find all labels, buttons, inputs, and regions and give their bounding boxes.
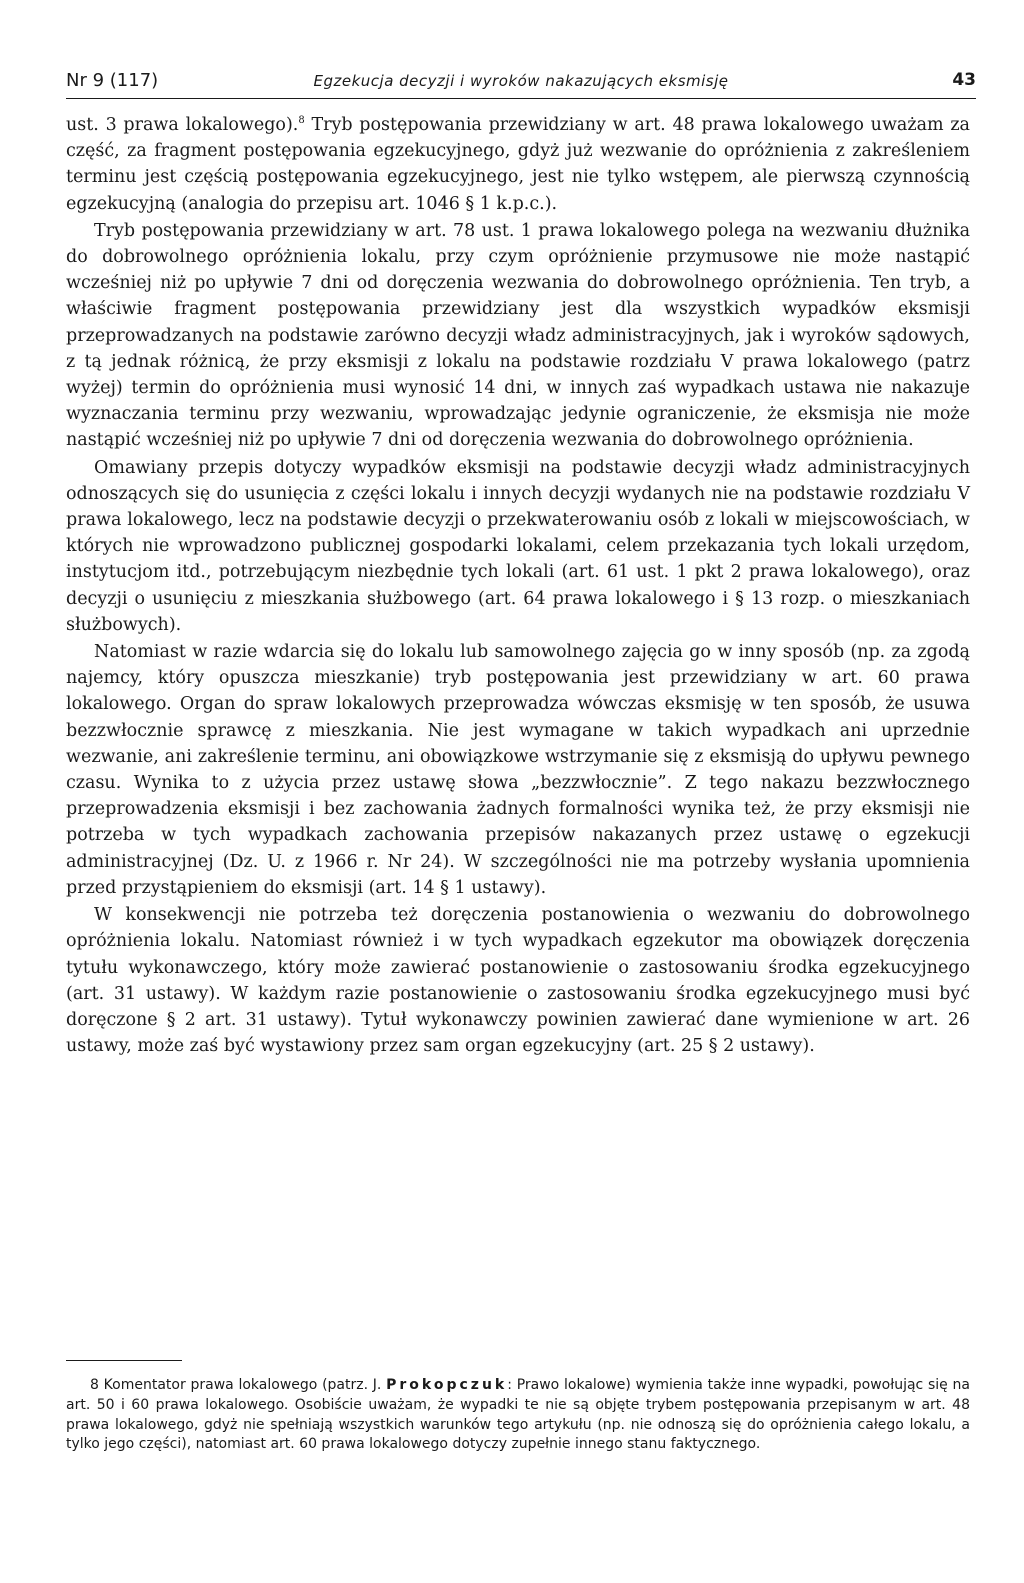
footnote-text-start: Komentator prawa lokalowego (patrz. J. bbox=[98, 1377, 387, 1393]
footnote-marker: 8 bbox=[90, 1377, 99, 1393]
page-header bbox=[66, 66, 976, 99]
footnote-text-rest: : Prawo lokalowe) wymienia także inne wypadki, powołując się na art. 50 i 60 prawa lokalowego. Osobiście uważam, że wypadki te nie są objęte trybem postępowania przepisanym w art. 48 prawa lokalowego, gdyż nie spełniają wszystkich warunków tego artykułu (np. nie odnoszą się do opróżnienia całego lokalu, a tylko jego części), natomiast art. 60 prawa lokalowego dotyczy zupełnie innego stanu faktycznego. bbox=[66, 1377, 970, 1453]
paragraph-1 bbox=[66, 112, 970, 217]
paragraph-2: Tryb postępowania przewidziany w art. 78 ust. 1 prawa lokalowego polega na wezwaniu dłużnika do dobrowolnego opróżnienia lokalu, przy czym opróżnienie przymusowe nie może nastąpić wcześniej niż po upływie 7 dni od doręczenia wezwania do dobrowolnego opróżnienia. Ten tryb, a właściwie fragment postępowania przewidziany jest dla wszystkich wypadków eksmisji przeprowadzanych na podstawie zarówno decyzji władz administracyjnych, jak i wyroków sądowych, z tą jednak różnicą, że przy eksmisji z lokalu na podstawie rozdziału V prawa lokalowego (patrz wyżej) termin do opróżnienia musi wynosić 14 dni, w innych zaś wypadkach ustawa nie nakazuje wyznaczania terminu przy wezwaniu, wprowadzając jedynie ograniczenie, że eksmisja nie może nastąpić wcześniej niż po upływie 7 dni od doręczenia wezwania do dobrowolnego opróżnienia. bbox=[66, 220, 970, 451]
paragraph-4: Natomiast w razie wdarcia się do lokalu lub samowolnego zajęcia go w inny sposób (np. za zgodą najemcy, który opuszcza mieszkanie) tryb postępowania jest przewidziany w art. 60 prawa lokalowego. Organ do spraw lokalowych przeprowadza wówczas eksmisję w ten sposób, że usuwa bezzwłocznie sprawcę z mieszkania. Nie jest wymagane w takich wypadkach ani uprzednie wezwanie, ani zakreślenie terminu, ani obowiązkowe wstrzymanie się z eksmisją do upływu pewnego czasu. Wynika to z użycia przez ustawę słowa „bezzwłocznie”. Z tego nakazu bezzwłocznego przeprowadzenia eksmisji i bez zachowania żadnych formalności wynika też, że przy eksmisji nie potrzeba w tych wypadkach zachowania przepisów nakazanych przez ustawę o egzekucji administracyjnej (Dz. U. z 1966 r. Nr 24). W szczególności nie ma potrzeby wysłania upomnienia przed przystąpieniem do eksmisji (art. 14 § 1 ustawy). bbox=[66, 642, 970, 898]
paragraph-3: Omawiany przepis dotyczy wypadków eksmisji na podstawie decyzji władz administracyjnych odnoszących się do usunięcia z części lokalu i innych decyzji wydanych nie na podstawie rozdziału V prawa lokalowego, lecz na podstawie decyzji o przekwaterowaniu osób z lokali w miejscowościach, w których nie wprowadzono publicznej gospodarki lokalami, celem przekazania tych lokali urzędom, instytucjom itd., potrzebującym niezbędnie tych lokali (art. 61 ust. 1 pkt 2 prawa lokalowego), oraz decyzji o usunięciu z mieszkania służbowego (art. 64 prawa lokalowego i § 13 rozp. o mieszkaniach służbowych). bbox=[66, 457, 970, 635]
body-text bbox=[66, 112, 970, 1060]
running-title: Egzekucja decyzji i wyroków nakazujących eksmisję bbox=[313, 72, 729, 90]
paragraph-5: W konsekwencji nie potrzeba też doręczenia postanowienia o wezwaniu do dobrowolnego opróżnienia lokalu. Natomiast również i w tych wypadkach egzekutor ma obowiązek doręczenia tytułu wykonawczego, który może zawierać postanowienie o zastosowaniu środka egzekucyjnego (art. 31 ustawy). W każdym razie postanowienie o zastosowaniu środka egzekucyjnego musi być doręczone § 2 art. 31 ustawy). Tytuł wykonawczy powinien zawierać dane wymienione w art. 26 ustawy, może zaś być wystawiony przez sam organ egzekucyjny (art. 25 § 2 ustawy). bbox=[66, 905, 970, 1057]
footnote-divider bbox=[66, 1360, 182, 1361]
paragraph-1-rest: Tryb postępowania przewidziany w art. 48 prawa lokalowego uważam za część, za fragment postępowania egzekucyjnego, gdyż już wezwanie do opróżnienia z zakreśleniem terminu jest częścią postępowania egzekucyjnego, jest nie tylko wstępem, ale pierwszą czynnością egzekucyjną (analogia do przepisu art. 1046 § 1 k.p.c.). bbox=[66, 115, 970, 214]
page-number: 43 bbox=[952, 70, 976, 90]
footnote-ref: 8 bbox=[298, 115, 305, 127]
footnote bbox=[66, 1376, 970, 1455]
paragraph-1-start: ust. 3 prawa lokalowego). bbox=[66, 115, 299, 135]
footnote-text bbox=[66, 1376, 970, 1455]
footnote-author: Prokopczuk bbox=[386, 1377, 508, 1393]
issue-number: Nr 9 (117) bbox=[66, 70, 159, 91]
